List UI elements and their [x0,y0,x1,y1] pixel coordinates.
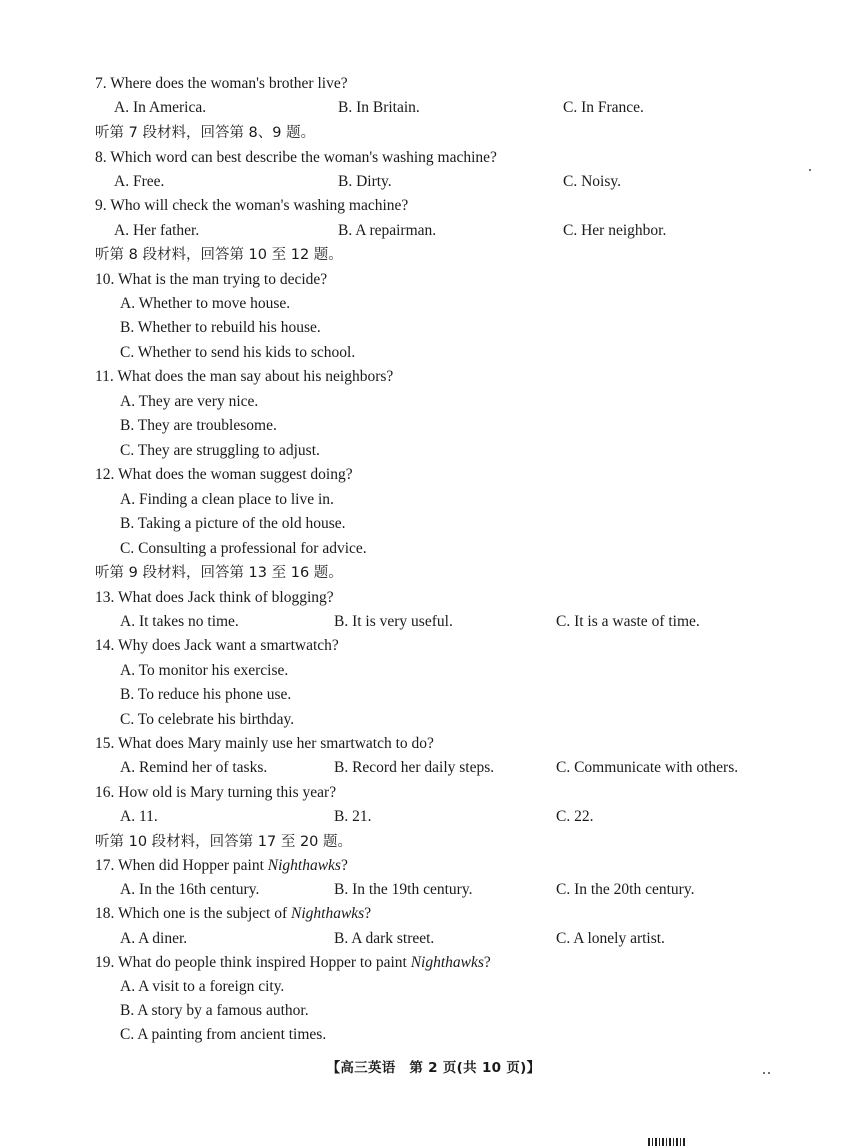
q19-stem-end: ? [483,954,491,971]
q18-option-a: A. A diner. [120,930,188,947]
question-11: 11. What does the man say about his neighbors? [95,368,394,385]
q12-option-b: B. Taking a picture of the old house. [120,515,346,532]
question-15: 15. What does Mary mainly use her smartwatch to do? [95,735,434,752]
q19-work-title: Nighthawks [410,954,484,971]
q15-option-b: B. Record her daily steps. [334,759,495,776]
q13-option-b: B. It is very useful. [334,613,453,630]
q10-option-c: C. Whether to send his kids to school. [120,344,356,361]
question-9: 9. Who will check the woman's washing machine? [95,197,409,214]
q10-option-b: B. Whether to rebuild his house. [120,319,321,336]
q7-option-b: B. In Britain. [338,99,420,116]
q15-option-a: A. Remind her of tasks. [120,759,268,776]
q17-option-c: C. In the 20th century. [556,881,695,898]
question-14: 14. Why does Jack want a smartwatch? [95,637,339,654]
q17-option-b: B. In the 19th century. [334,881,473,898]
q7-option-c: C. In France. [563,99,644,116]
q14-option-b: B. To reduce his phone use. [120,686,292,703]
q17-stem-end: ? [340,857,348,874]
q16-option-c: C. 22. [556,808,594,825]
question-12: 12. What does the woman suggest doing? [95,466,353,483]
question-8: 8. Which word can best describe the woman's washing machine? [95,149,497,166]
q18-stem-text: 18. Which one is the subject of [95,905,292,922]
q18-option-c: C. A lonely artist. [556,930,665,947]
q14-option-a: A. To monitor his exercise. [120,662,289,679]
question-18 [95,905,371,923]
q18-work-title: Nighthawks [291,905,365,922]
q16-option-a: A. 11. [120,808,158,825]
question-17 [95,857,348,875]
q19-option-a: A. A visit to a foreign city. [120,978,285,995]
question-19 [95,954,491,972]
q8-option-a: A. Free. [114,173,165,190]
q11-option-c: C. They are struggling to adjust. [120,442,320,459]
q8-option-c: C. Noisy. [563,173,621,190]
q19-stem-text: 19. What do people think inspired Hopper to paint [95,954,411,971]
q18-option-b: B. A dark street. [334,930,435,947]
question-7: 7. Where does the woman's brother live? [95,75,348,92]
q9-option-c: C. Her neighbor. [563,222,667,239]
question-13: 13. What does Jack think of blogging? [95,589,334,606]
q11-option-a: A. They are very nice. [120,393,259,410]
q19-option-c: C. A painting from ancient times. [120,1026,327,1043]
q14-option-c: C. To celebrate his birthday. [120,711,295,728]
scan-speck [809,169,811,171]
question-16: 16. How old is Mary turning this year? [95,784,337,801]
scan-speck [768,1072,770,1074]
q17-work-title: Nighthawks [267,857,341,874]
q17-option-a: A. In the 16th century. [120,881,260,898]
q17-stem-text: 17. When did Hopper paint [95,857,268,874]
q8-option-b: B. Dirty. [338,173,392,190]
q7-option-a: A. In America. [114,99,207,116]
page-footer: 【高三英语 第 2 页(共 10 页)】 [326,1060,541,1076]
q10-option-a: A. Whether to move house. [120,295,291,312]
q9-option-b: B. A repairman. [338,222,437,239]
q19-option-b: B. A story by a famous author. [120,1002,309,1019]
q13-option-a: A. It takes no time. [120,613,239,630]
q12-option-a: A. Finding a clean place to live in. [120,491,334,508]
q11-option-b: B. They are troublesome. [120,417,277,434]
q12-option-c: C. Consulting a professional for advice. [120,540,367,557]
q16-option-b: B. 21. [334,808,372,825]
q18-stem-end: ? [364,905,372,922]
q15-option-c: C. Communicate with others. [556,759,739,776]
section-heading-8: 听第 8 段材料，回答第 10 至 12 题。 [95,247,343,263]
scan-speck [763,1072,765,1074]
q9-option-a: A. Her father. [114,222,200,239]
question-10: 10. What is the man trying to decide? [95,271,328,288]
section-heading-10: 听第 10 段材料，回答第 17 至 20 题。 [95,834,353,850]
section-heading-9: 听第 9 段材料，回答第 13 至 16 题。 [95,565,343,581]
q13-option-c: C. It is a waste of time. [556,613,700,630]
section-heading-7: 听第 7 段材料，回答第 8、9 题。 [95,125,316,141]
qr-code-fragment [648,1138,686,1146]
